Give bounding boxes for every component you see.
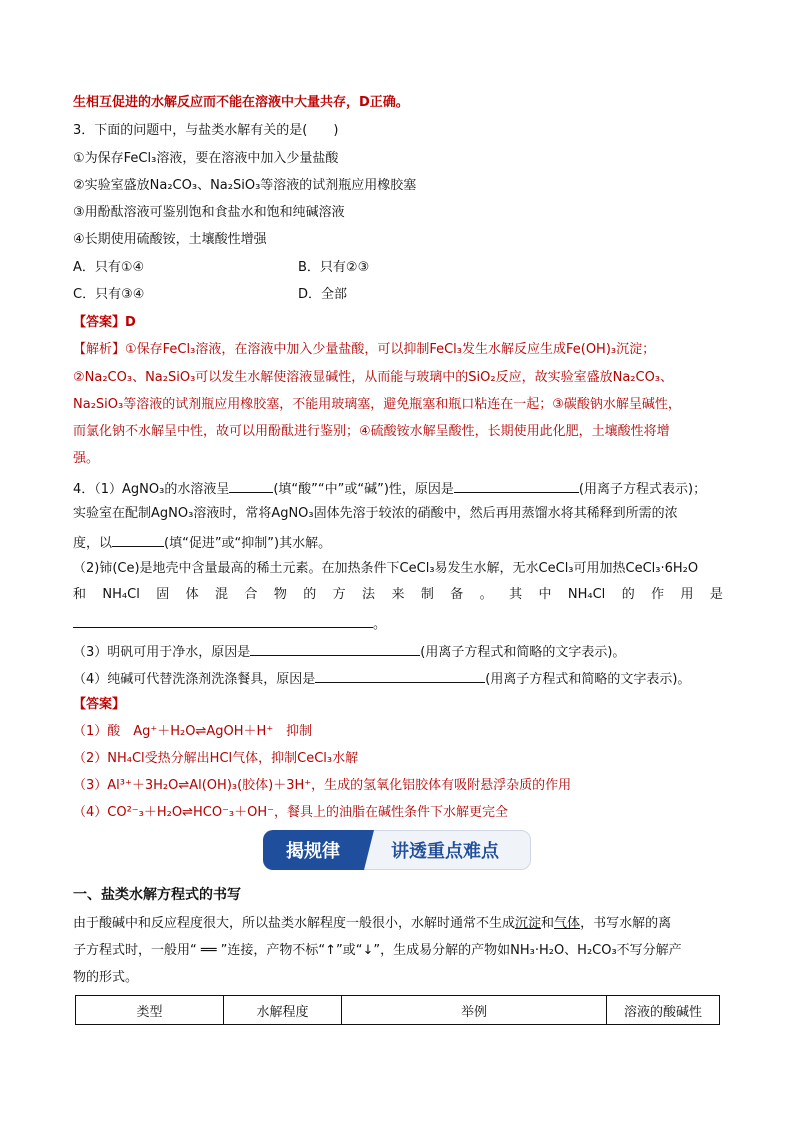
q4-line-6 bbox=[73, 613, 386, 634]
q4-line-5-word: 和 bbox=[73, 587, 87, 602]
q4-answer-1: （1）酸 Ag⁺＋H₂O⇌AgOH＋H⁺ 抑制 bbox=[73, 724, 313, 739]
answer-blank[interactable] bbox=[454, 478, 579, 493]
banner-right-label: 讲透重点难点 bbox=[359, 830, 531, 870]
q3-explanation-line-2: ②Na₂CO₃、Na₂SiO₃可以发生水解使溶液显碱性，从而能与玻璃中的SiO₂反应，故实验室盛放Na₂CO₃、 bbox=[73, 370, 674, 385]
q4-line-5-word: 物 bbox=[273, 587, 287, 602]
table-header-cell: 举例 bbox=[342, 996, 607, 1025]
q3-explanation-line-1: 【解析】①保存FeCl₃溶液，在溶液中加入少量盐酸，可以抑制FeCl₃发生水解反应生成Fe(OH)₃沉淀； bbox=[73, 342, 656, 357]
q4-line-3-part-a: 度，以 bbox=[73, 536, 113, 551]
q3-option-a: A．只有①④ bbox=[73, 260, 145, 275]
q4-line-6-end: 。 bbox=[373, 617, 387, 632]
q4-line-5-word: 。 bbox=[479, 587, 493, 602]
q4-answer-label: 【答案】 bbox=[73, 697, 126, 712]
q4-answer-3: （3）Al³⁺＋3H₂O⇌Al(OH)₃(胶体)＋3H⁺，生成的氢氧化铝胶体有吸附悬浮杂质的作用 bbox=[73, 778, 572, 793]
q4-line-2: 实验室在配制AgNO₃溶液时，常将AgNO₃固体先溶于较浓的硝酸中，然后再用蒸馏水将其稀释到所需的浓 bbox=[73, 506, 678, 521]
q3-explanation-line-3: Na₂SiO₃等溶液的试剂瓶应用橡胶塞，不能用玻璃塞，避免瓶塞和瓶口粘连在一起；③碳酸钠水解呈碱性， bbox=[73, 397, 681, 412]
q4-line-5-word: 的 bbox=[621, 587, 635, 602]
q3-statement-4: ④长期使用硫酸铵，土壤酸性增强 bbox=[73, 232, 267, 247]
q4-line-3-part-b: (填“促进”或“抑制”)其水解。 bbox=[164, 536, 332, 551]
q4-line-1 bbox=[73, 478, 706, 499]
answer-blank[interactable] bbox=[315, 668, 485, 683]
q4-line-5-word: 固 bbox=[156, 587, 170, 602]
q4-line-4: （2)铈(Ce)是地壳中含量最高的稀土元素。在加热条件下CeCl₃易发生水解，无水CeCl₃可用加热CeCl₃·6H₂O bbox=[73, 561, 699, 576]
underlined-term: 沉淀 bbox=[515, 916, 542, 931]
table-header-cell: 水解程度 bbox=[224, 996, 342, 1025]
q4-line-5-word: 作 bbox=[651, 587, 665, 602]
q3-explanation-line-4: 而氯化钠不水解呈中性，故可以用酚酞进行鉴别；④硫酸铵水解呈酸性，长期使用此化肥，土壤酸性将增 bbox=[73, 424, 670, 439]
hydrolysis-table bbox=[75, 995, 720, 1025]
q4-line-5-word: 的 bbox=[303, 587, 317, 602]
q4-line-5-word: 法 bbox=[362, 587, 376, 602]
previous-answer-tail: 生相互促进的水解反应而不能在溶液中大量共存，D正确。 bbox=[73, 95, 409, 110]
q4-line-7 bbox=[73, 641, 625, 662]
q4-answer-4: （4）CO²⁻₃＋H₂O⇌HCO⁻₃＋OH⁻，餐具上的油脂在碱性条件下水解更完全 bbox=[73, 805, 509, 820]
q4-line-5-word: 用 bbox=[680, 587, 694, 602]
section-paragraph-line-3: 物的形式。 bbox=[73, 970, 139, 985]
q4-line-8-part-a: （4）纯碱可代替洗涤剂洗涤餐具，原因是 bbox=[73, 672, 316, 687]
q4-line-5 bbox=[73, 586, 723, 604]
q4-line-1-part-b: (填“酸”“中”或“碱”)性，原因是 bbox=[273, 482, 454, 497]
q4-line-5-word: 体 bbox=[185, 587, 199, 602]
q4-line-1-part-a: 4．（1）AgNO₃的水溶液呈 bbox=[73, 482, 230, 497]
q3-explanation-line-5: 强。 bbox=[73, 451, 100, 466]
q4-line-5-word: NH₄Cl bbox=[102, 587, 140, 602]
paragraph-text: ，书写水解的离 bbox=[580, 916, 672, 931]
q3-option-b: B．只有②③ bbox=[298, 260, 370, 275]
q4-answer-2: （2）NH₄Cl受热分解出HCl气体，抑制CeCl₃水解 bbox=[73, 751, 359, 766]
answer-blank[interactable] bbox=[112, 532, 164, 547]
q4-line-5-word: 来 bbox=[391, 587, 405, 602]
q4-line-8-part-b: (用离子方程式和简略的文字表示)。 bbox=[485, 672, 691, 687]
q3-answer: 【答案】D bbox=[73, 315, 136, 330]
banner-left-label: 揭规律 bbox=[263, 830, 363, 870]
q4-line-5-word: 其 bbox=[509, 587, 523, 602]
q4-line-7-part-a: （3）明矾可用于净水，原因是 bbox=[73, 645, 251, 660]
q4-line-5-word: 混 bbox=[215, 587, 229, 602]
answer-blank[interactable] bbox=[73, 613, 373, 628]
q3-option-c: C．只有③④ bbox=[73, 287, 145, 302]
q4-line-5-word: 中 bbox=[538, 587, 552, 602]
q4-line-5-word: NH₄Cl bbox=[567, 587, 606, 602]
q3-statement-2: ②实验室盛放Na₂CO₃、Na₂SiO₃等溶液的试剂瓶应用橡胶塞 bbox=[73, 178, 417, 193]
q3-statement-1: ①为保存FeCl₃溶液，要在溶液中加入少量盐酸 bbox=[73, 151, 339, 166]
q4-line-1-part-c: (用离子方程式表示)； bbox=[578, 482, 707, 497]
section-paragraph-line-1 bbox=[73, 915, 671, 933]
paragraph-text: 和 bbox=[541, 916, 555, 931]
answer-blank[interactable] bbox=[250, 641, 420, 656]
section-title: 一、盐类水解方程式的书写 bbox=[73, 887, 241, 903]
q4-line-5-word: 合 bbox=[244, 587, 258, 602]
table-header-row bbox=[76, 996, 720, 1025]
q4-line-5-word: 制 bbox=[420, 587, 434, 602]
table-header-cell: 溶液的酸碱性 bbox=[607, 996, 720, 1025]
q3-stem: 3．下面的问题中，与盐类水解有关的是( ) bbox=[73, 123, 339, 138]
q4-line-8 bbox=[73, 668, 690, 689]
q4-line-5-word: 方 bbox=[332, 587, 346, 602]
table-header-cell: 类型 bbox=[76, 996, 224, 1025]
q4-line-5-word: 是 bbox=[709, 587, 723, 602]
q3-option-d: D．全部 bbox=[298, 287, 348, 302]
q4-line-5-word: 备 bbox=[450, 587, 464, 602]
paragraph-text: 由于酸碱中和反应程度很大，所以盐类水解程度一般很小，水解时通常不生成 bbox=[73, 916, 516, 931]
q4-line-7-part-b: (用离子方程式和简略的文字表示)。 bbox=[420, 645, 626, 660]
section-banner bbox=[263, 830, 531, 870]
section-paragraph-line-2: 子方程式时，一般用“ ══ ”连接，产物不标“↑”或“↓”，生成易分解的产物如NH₃·H₂O、H₂CO₃不写分解产 bbox=[73, 943, 682, 958]
answer-blank[interactable] bbox=[229, 478, 273, 493]
underlined-term: 气体 bbox=[554, 916, 581, 931]
q4-line-3 bbox=[73, 532, 331, 553]
q3-statement-3: ③用酚酞溶液可鉴别饱和食盐水和饱和纯碱溶液 bbox=[73, 205, 345, 220]
